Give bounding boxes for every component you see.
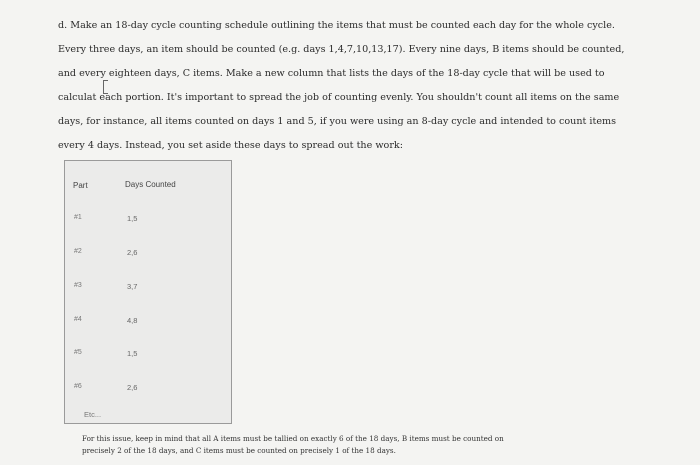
- note-line: precisely 2 of the 18 days, and C items must be counted on precisely 1 of the 18 days.: [82, 446, 396, 455]
- instructions-paragraph: [58, 18, 625, 153]
- instruction-line: days, for instance, all items counted on days 1 and 5, if you were using an 8-day cycle and intended to count items: [58, 116, 617, 127]
- table-row-days: 1,5: [127, 349, 138, 358]
- table-row-part: #4: [74, 316, 82, 323]
- instruction-line: d. Make an 18-day cycle counting schedule outlining the items that must be counted each day for the whole cycle.: [58, 20, 615, 31]
- instruction-line: Every three days, an item should be counted (e.g. days 1,4,7,10,13,17). Every nine days, B items should be counted,: [58, 44, 625, 55]
- instruction-line: and every eighteen days, C items. Make a new column that lists the days of the 18-day cycle that will be used to: [58, 68, 605, 79]
- instruction-line: every 4 days. Instead, you set aside these days to spread out the work:: [58, 140, 403, 151]
- part-column-header: Part: [73, 181, 88, 190]
- table-row-part: #2: [74, 248, 82, 255]
- table-etc: Etc...: [84, 410, 102, 419]
- days-counted-table: [64, 160, 232, 424]
- table-row-part: #6: [74, 383, 82, 390]
- table-row-part: #5: [74, 349, 82, 356]
- table-row-part: #1: [74, 214, 82, 221]
- table-row-days: 2,6: [127, 248, 138, 257]
- table-row-days: 4,8: [127, 316, 138, 325]
- note-paragraph: [82, 433, 552, 457]
- instruction-line: calculat each portion. It's important to spread the job of counting evenly. You shouldn't count all items on the same: [58, 92, 620, 103]
- table-row-days: 2,6: [127, 383, 138, 392]
- note-line: For this issue, keep in mind that all A items must be tallied on exactly 6 of the 18 days, B items must be counted on: [82, 434, 504, 443]
- table-row-days: 1,5: [127, 214, 138, 223]
- table-row-days: 3,7: [127, 282, 138, 291]
- text-cursor-icon: [103, 80, 108, 94]
- table-row-part: #3: [74, 282, 82, 289]
- days-counted-column-header: Days Counted: [125, 180, 176, 189]
